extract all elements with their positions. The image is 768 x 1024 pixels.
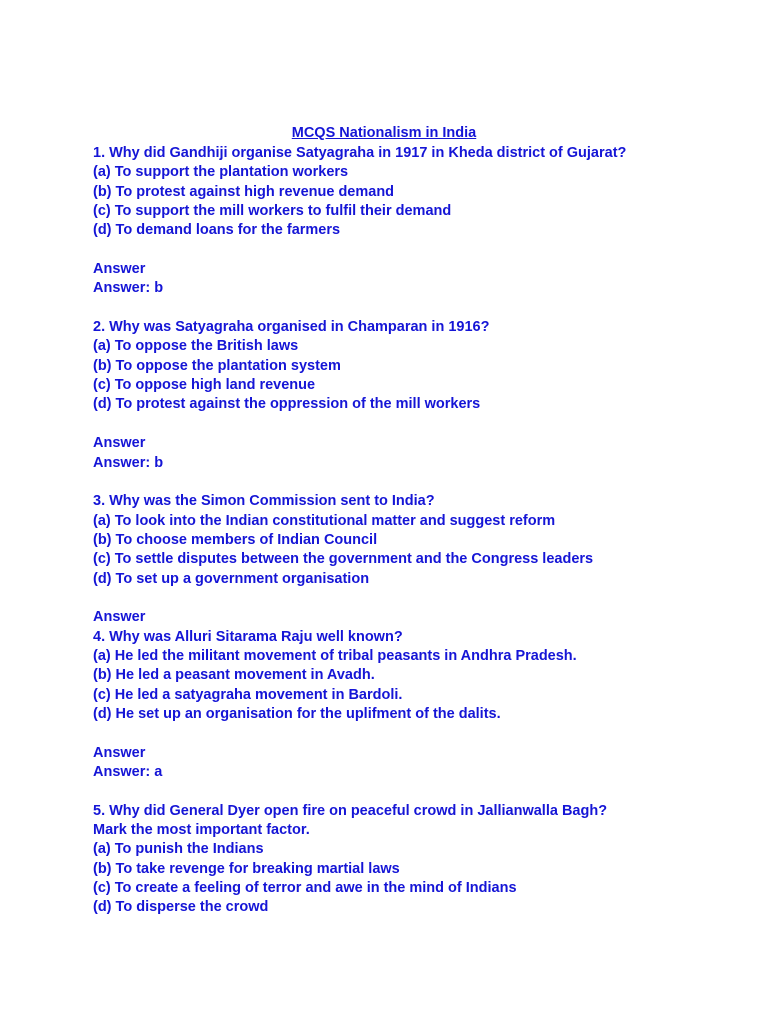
option-2a: (a) To oppose the British laws — [93, 338, 299, 355]
option-5c: (c) To create a feeling of terror and awe in the mind of Indians — [93, 880, 517, 897]
option-2c: (c) To oppose high land revenue — [93, 377, 316, 394]
option-5d: (d) To disperse the crowd — [93, 899, 269, 916]
blank-line — [93, 724, 753, 743]
option-1a: (a) To support the plantation workers — [93, 164, 349, 181]
option-3a: (a) To look into the Indian constitutional matter and suggest reform — [93, 512, 556, 529]
question-2: 2. Why was Satyagraha organised in Champaran in 1916? — [93, 319, 490, 336]
option-4c: (c) He led a satyagraha movement in Bardoli. — [93, 686, 403, 703]
answer-heading-1: Answer — [93, 261, 146, 278]
answer-1: Answer: b — [93, 280, 164, 297]
question-1: 1. Why did Gandhiji organise Satyagraha in 1917 in Kheda district of Gujarat? — [93, 145, 627, 161]
blank-line — [93, 415, 753, 434]
option-1d: (d) To demand loans for the farmers — [93, 222, 341, 239]
answer-heading-4: Answer — [93, 744, 146, 761]
option-2b: (b) To oppose the plantation system — [93, 357, 341, 374]
blank-line — [93, 299, 753, 318]
blank-line — [93, 782, 753, 801]
answer-heading-3: Answer — [93, 609, 146, 626]
answer-4: Answer: a — [93, 764, 163, 780]
option-4b: (b) He led a peasant movement in Avadh. — [93, 667, 375, 684]
question-5-continued: Mark the most important factor. — [93, 822, 310, 839]
option-1c: (c) To support the mill workers to fulfil their demand — [93, 203, 452, 220]
blank-line — [93, 589, 753, 608]
option-3c: (c) To settle disputes between the government and the Congress leaders — [93, 551, 594, 568]
question-4: 4. Why was Alluri Sitarama Raju well known? — [93, 628, 403, 645]
option-5b: (b) To take revenge for breaking martial laws — [93, 860, 400, 877]
option-5a: (a) To punish the Indians — [93, 841, 264, 858]
blank-line — [93, 473, 753, 492]
option-3b: (b) To choose members of Indian Council — [93, 531, 378, 548]
question-3: 3. Why was the Simon Commission sent to India? — [93, 493, 435, 510]
document-body — [93, 144, 753, 918]
answer-heading-2: Answer — [93, 435, 146, 452]
option-3d: (d) To set up a government organisation — [93, 570, 370, 587]
option-1b: (b) To protest against high revenue demand — [93, 183, 395, 200]
document-title: MCQS Nationalism in India — [291, 125, 477, 141]
answer-2: Answer: b — [93, 454, 164, 471]
option-4d: (d) He set up an organisation for the uplifment of the dalits. — [93, 705, 501, 722]
option-2d: (d) To protest against the oppression of the mill workers — [93, 396, 481, 413]
question-5: 5. Why did General Dyer open fire on peaceful crowd in Jallianwalla Bagh? — [93, 802, 608, 819]
option-4a: (a) He led the militant movement of tribal peasants in Andhra Pradesh. — [93, 647, 577, 664]
blank-line — [93, 241, 753, 260]
